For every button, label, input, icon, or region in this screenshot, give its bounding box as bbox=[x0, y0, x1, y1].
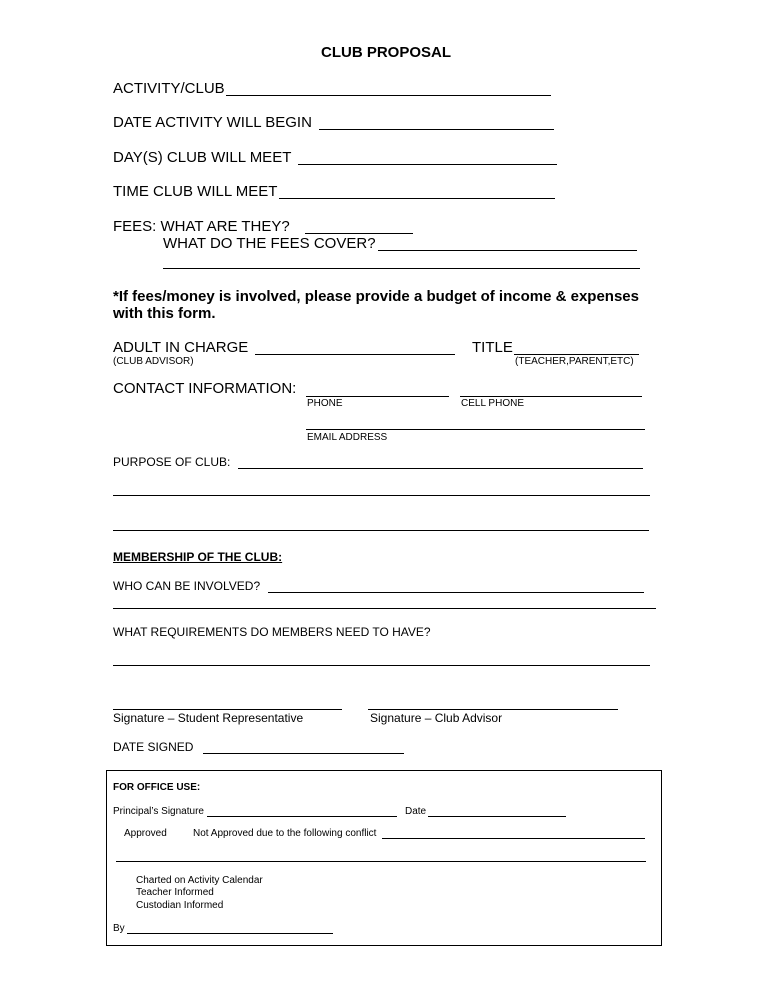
membership-heading: MEMBERSHIP OF THE CLUB: bbox=[113, 550, 283, 564]
date-begin-label: DATE ACTIVITY WILL BEGIN bbox=[113, 114, 312, 131]
time-meet-label: TIME CLUB WILL MEET bbox=[113, 183, 278, 200]
adult-in-charge-field[interactable] bbox=[255, 354, 455, 355]
who-involved-label: WHO CAN BE INVOLVED? bbox=[113, 579, 261, 593]
custodian-informed-item: Custodian Informed bbox=[136, 900, 224, 911]
principal-signature-field[interactable] bbox=[207, 816, 397, 817]
cell-phone-field[interactable] bbox=[460, 396, 642, 397]
days-meet-label: DAY(S) CLUB WILL MEET bbox=[113, 149, 292, 166]
phone-field[interactable] bbox=[306, 396, 449, 397]
date-signed-field[interactable] bbox=[203, 753, 404, 754]
fees-what-label: FEES: WHAT ARE THEY? bbox=[113, 218, 290, 235]
office-date-field[interactable] bbox=[428, 816, 566, 817]
approved-option[interactable]: Approved bbox=[124, 828, 167, 839]
adult-in-charge-sub: (CLUB ADVISOR) bbox=[113, 356, 194, 367]
student-signature-field[interactable] bbox=[113, 709, 342, 710]
title-label: TITLE bbox=[472, 339, 513, 356]
title-field[interactable] bbox=[514, 354, 639, 355]
email-field[interactable] bbox=[306, 429, 645, 430]
cell-phone-caption: CELL PHONE bbox=[461, 398, 524, 409]
separator-line bbox=[113, 608, 656, 609]
fees-note-line2: with this form. bbox=[113, 305, 216, 322]
fees-cover-label: WHAT DO THE FEES COVER? bbox=[163, 235, 376, 252]
date-begin-field[interactable] bbox=[319, 129, 554, 130]
contact-label: CONTACT INFORMATION: bbox=[113, 380, 297, 397]
fees-note-line1: *If fees/money is involved, please provide a budget of income & expenses bbox=[113, 288, 639, 305]
fees-what-field[interactable] bbox=[305, 233, 413, 234]
office-use-box bbox=[106, 770, 662, 946]
conflict-field[interactable] bbox=[382, 838, 645, 839]
advisor-signature-field[interactable] bbox=[368, 709, 618, 710]
student-signature-label: Signature – Student Representative bbox=[113, 711, 304, 725]
conflict-field-2[interactable] bbox=[116, 861, 646, 862]
date-signed-label: DATE SIGNED bbox=[113, 740, 194, 754]
principal-signature-label: Principal’s Signature bbox=[113, 806, 204, 817]
title-sub: (TEACHER,PARENT,ETC) bbox=[515, 356, 634, 367]
time-meet-field[interactable] bbox=[279, 198, 555, 199]
adult-in-charge-label: ADULT IN CHARGE bbox=[113, 339, 249, 356]
purpose-field-2[interactable] bbox=[113, 495, 650, 496]
purpose-label: PURPOSE OF CLUB: bbox=[113, 455, 231, 469]
phone-caption: PHONE bbox=[307, 398, 343, 409]
fees-cover-field[interactable] bbox=[378, 250, 637, 251]
page-title: CLUB PROPOSAL bbox=[321, 44, 452, 61]
fees-cover-field-2[interactable] bbox=[163, 268, 640, 269]
who-involved-field[interactable] bbox=[268, 592, 644, 593]
office-use-heading: FOR OFFICE USE: bbox=[113, 782, 201, 793]
requirements-field[interactable] bbox=[113, 665, 650, 666]
teacher-informed-item: Teacher Informed bbox=[136, 887, 214, 898]
purpose-field-3[interactable] bbox=[113, 530, 649, 531]
requirements-label: WHAT REQUIREMENTS DO MEMBERS NEED TO HAVE? bbox=[113, 625, 431, 639]
not-approved-option[interactable]: Not Approved due to the following conflict bbox=[193, 828, 377, 839]
charted-item: Charted on Activity Calendar bbox=[136, 875, 263, 886]
purpose-field[interactable] bbox=[238, 468, 643, 469]
activity-club-field[interactable] bbox=[226, 95, 551, 96]
activity-club-label: ACTIVITY/CLUB bbox=[113, 80, 225, 97]
days-meet-field[interactable] bbox=[298, 164, 557, 165]
by-label: By bbox=[113, 923, 125, 934]
by-field[interactable] bbox=[127, 933, 333, 934]
advisor-signature-label: Signature – Club Advisor bbox=[370, 711, 503, 725]
office-date-label: Date bbox=[405, 806, 427, 817]
email-caption: EMAIL ADDRESS bbox=[307, 432, 388, 443]
